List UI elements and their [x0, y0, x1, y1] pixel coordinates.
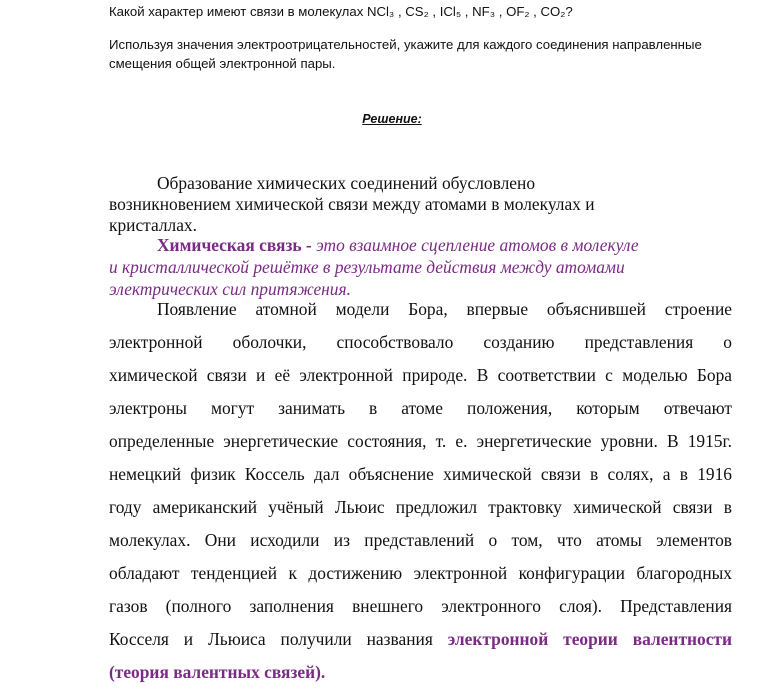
intro-line: Образование химических соединений обусловлено [157, 173, 536, 193]
body-line: году американский учёный Льюис предложил трактовку химической связи в [109, 497, 732, 517]
body-line: молекулах. Они исходили из представлений о том, что атомы элементов [109, 530, 732, 550]
body-line: немецкий физик Коссель дал объяснение химической связи в солях, а в 1916 [109, 464, 732, 484]
body-line: электроны могут занимать в атоме положения, которым отвечают [109, 398, 732, 418]
task-question: Какой характер имеют связи в молекулах NCl₃ , CS₂ , ICl₅ , NF₃ , OF₂ , CO₂? [109, 4, 573, 19]
task-instruction-line: Используя значения электроотрицательностей, укажите для каждого соединения направленные [109, 37, 702, 52]
definition-line [109, 257, 625, 278]
body-line [109, 629, 732, 650]
body-line [109, 662, 325, 683]
body-line: химической связи и её электронной природе. В соответствии с моделью Бора [109, 365, 732, 385]
body-line: определенные энергетические состояния, т. е. энергетические уровни. В 1915г. [109, 431, 732, 451]
task-instruction [109, 35, 702, 73]
body-text: Косселя и Льюиса получили названия [109, 629, 448, 649]
body-line: газов (полного заполнения внешнего электронного слоя). Представления [109, 596, 732, 616]
definition-line [109, 279, 351, 300]
body-line: Появление атомной модели Бора, впервые объяснившей строение [157, 299, 732, 319]
definition-text: и кристаллической решётке в результате действия между атомами [109, 257, 625, 277]
definition-term: Химическая связь - [157, 235, 312, 255]
definition-line [157, 235, 639, 256]
definition-text: электрических сил притяжения. [109, 279, 351, 299]
term-highlight: (теория валентных связей). [109, 662, 326, 682]
term-highlight: электронной теории валентности [447, 629, 732, 649]
task-instruction-line: смещения общей электронной пары. [109, 56, 336, 71]
definition-text: это взаимное сцепление атомов в молекуле [311, 235, 639, 255]
intro-line: кристаллах. [109, 215, 197, 235]
solution-heading: Решение: [362, 112, 422, 126]
intro-line: возникновением химической связи между атомами в молекулах и [109, 194, 595, 214]
body-line: обладают тенденцией к достижению электронной конфигурации благородных [109, 563, 732, 583]
body-line: электронной оболочки, способствовало созданию представления о [109, 332, 732, 352]
